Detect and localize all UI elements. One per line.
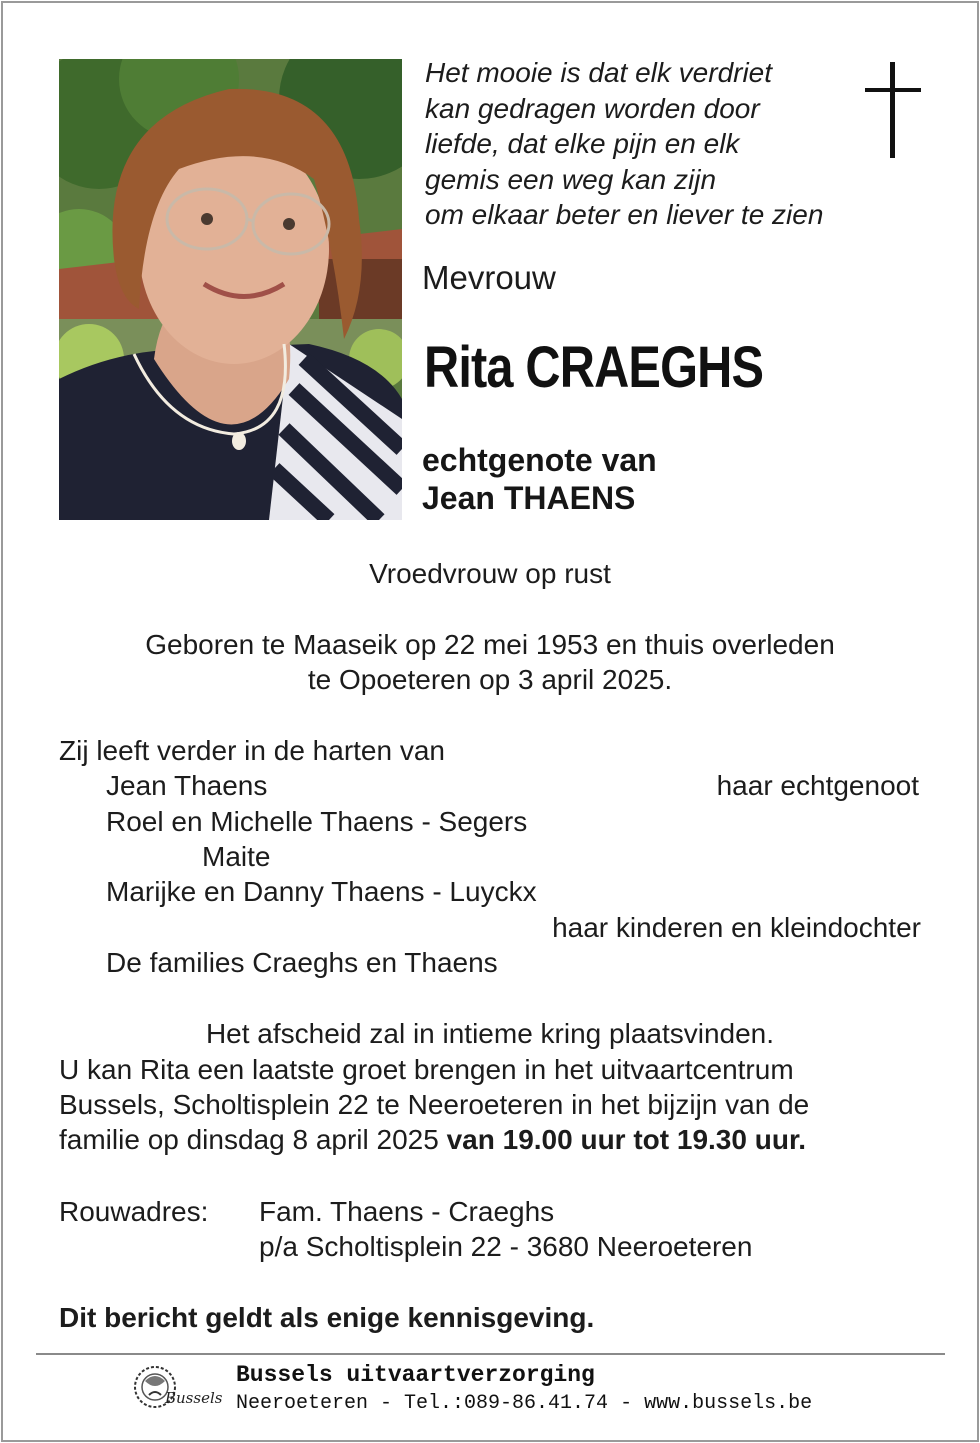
title-salutation: Mevrouw xyxy=(422,259,556,296)
family-member: Jean Thaens xyxy=(106,770,268,801)
address-line: Fam. Thaens - Craeghs xyxy=(259,1196,555,1227)
poem-line: gemis een weg kan zijn xyxy=(425,163,717,195)
poem-line: liefde, dat elke pijn en elk xyxy=(425,128,740,159)
footer-company: Bussels uitvaartverzorging xyxy=(236,1362,595,1388)
farewell-line: Bussels, Scholtisplein 22 te Neeroeteren in het bijzijn van de xyxy=(59,1089,810,1120)
family-member: Maite xyxy=(202,841,271,872)
spouse-block xyxy=(422,441,657,517)
farewell-date: familie op dinsdag 8 april 2025 xyxy=(59,1124,447,1155)
farewell-line xyxy=(59,1124,806,1156)
notice: Dit bericht geldt als enige kennisgeving. xyxy=(59,1302,595,1333)
logo-text: Bussels xyxy=(165,1389,223,1407)
birth-death-line1: Geboren te Maaseik op 22 mei 1953 en thuis overleden xyxy=(145,629,835,660)
deceased-name: Rita CRAEGHS xyxy=(424,335,764,400)
occupation: Vroedvrouw op rust xyxy=(369,558,611,589)
address-line: p/a Scholtisplein 22 - 3680 Neeroeteren xyxy=(259,1231,753,1262)
poem xyxy=(425,55,823,233)
spouse-name: Jean THAENS xyxy=(422,480,636,516)
address-label: Rouwadres: xyxy=(59,1196,209,1227)
birth-death-line2: te Opoeteren op 3 april 2025. xyxy=(307,664,673,695)
cross-icon xyxy=(865,62,921,158)
spouse-relation: echtgenote van xyxy=(422,442,657,478)
poem-line: kan gedragen worden door xyxy=(425,92,760,124)
footer-divider xyxy=(36,1353,945,1355)
family-intro: Zij leeft verder in de harten van xyxy=(59,735,445,766)
bussels-logo xyxy=(131,1361,223,1417)
poem-line: Het mooie is dat elk verdriet xyxy=(425,57,773,88)
family-role: haar kinderen en kleindochter xyxy=(552,912,921,943)
family-member: De families Craeghs en Thaens xyxy=(106,947,498,978)
portrait-photo xyxy=(59,59,402,520)
poem-line: om elkaar beter en liever te zien xyxy=(425,199,824,230)
farewell-time: van 19.00 uur tot 19.30 uur. xyxy=(446,1124,807,1155)
family-role: haar echtgenoot xyxy=(716,770,919,801)
footer-contact: Neeroeteren - Tel.:089-86.41.74 - www.bussels.be xyxy=(236,1392,813,1415)
family-member: Marijke en Danny Thaens - Luyckx xyxy=(106,876,537,907)
family-member: Roel en Michelle Thaens - Segers xyxy=(106,806,528,837)
farewell-line: Het afscheid zal in intieme kring plaatsvinden. xyxy=(205,1018,775,1049)
farewell-line: U kan Rita een laatste groet brengen in het uitvaartcentrum xyxy=(59,1054,794,1085)
